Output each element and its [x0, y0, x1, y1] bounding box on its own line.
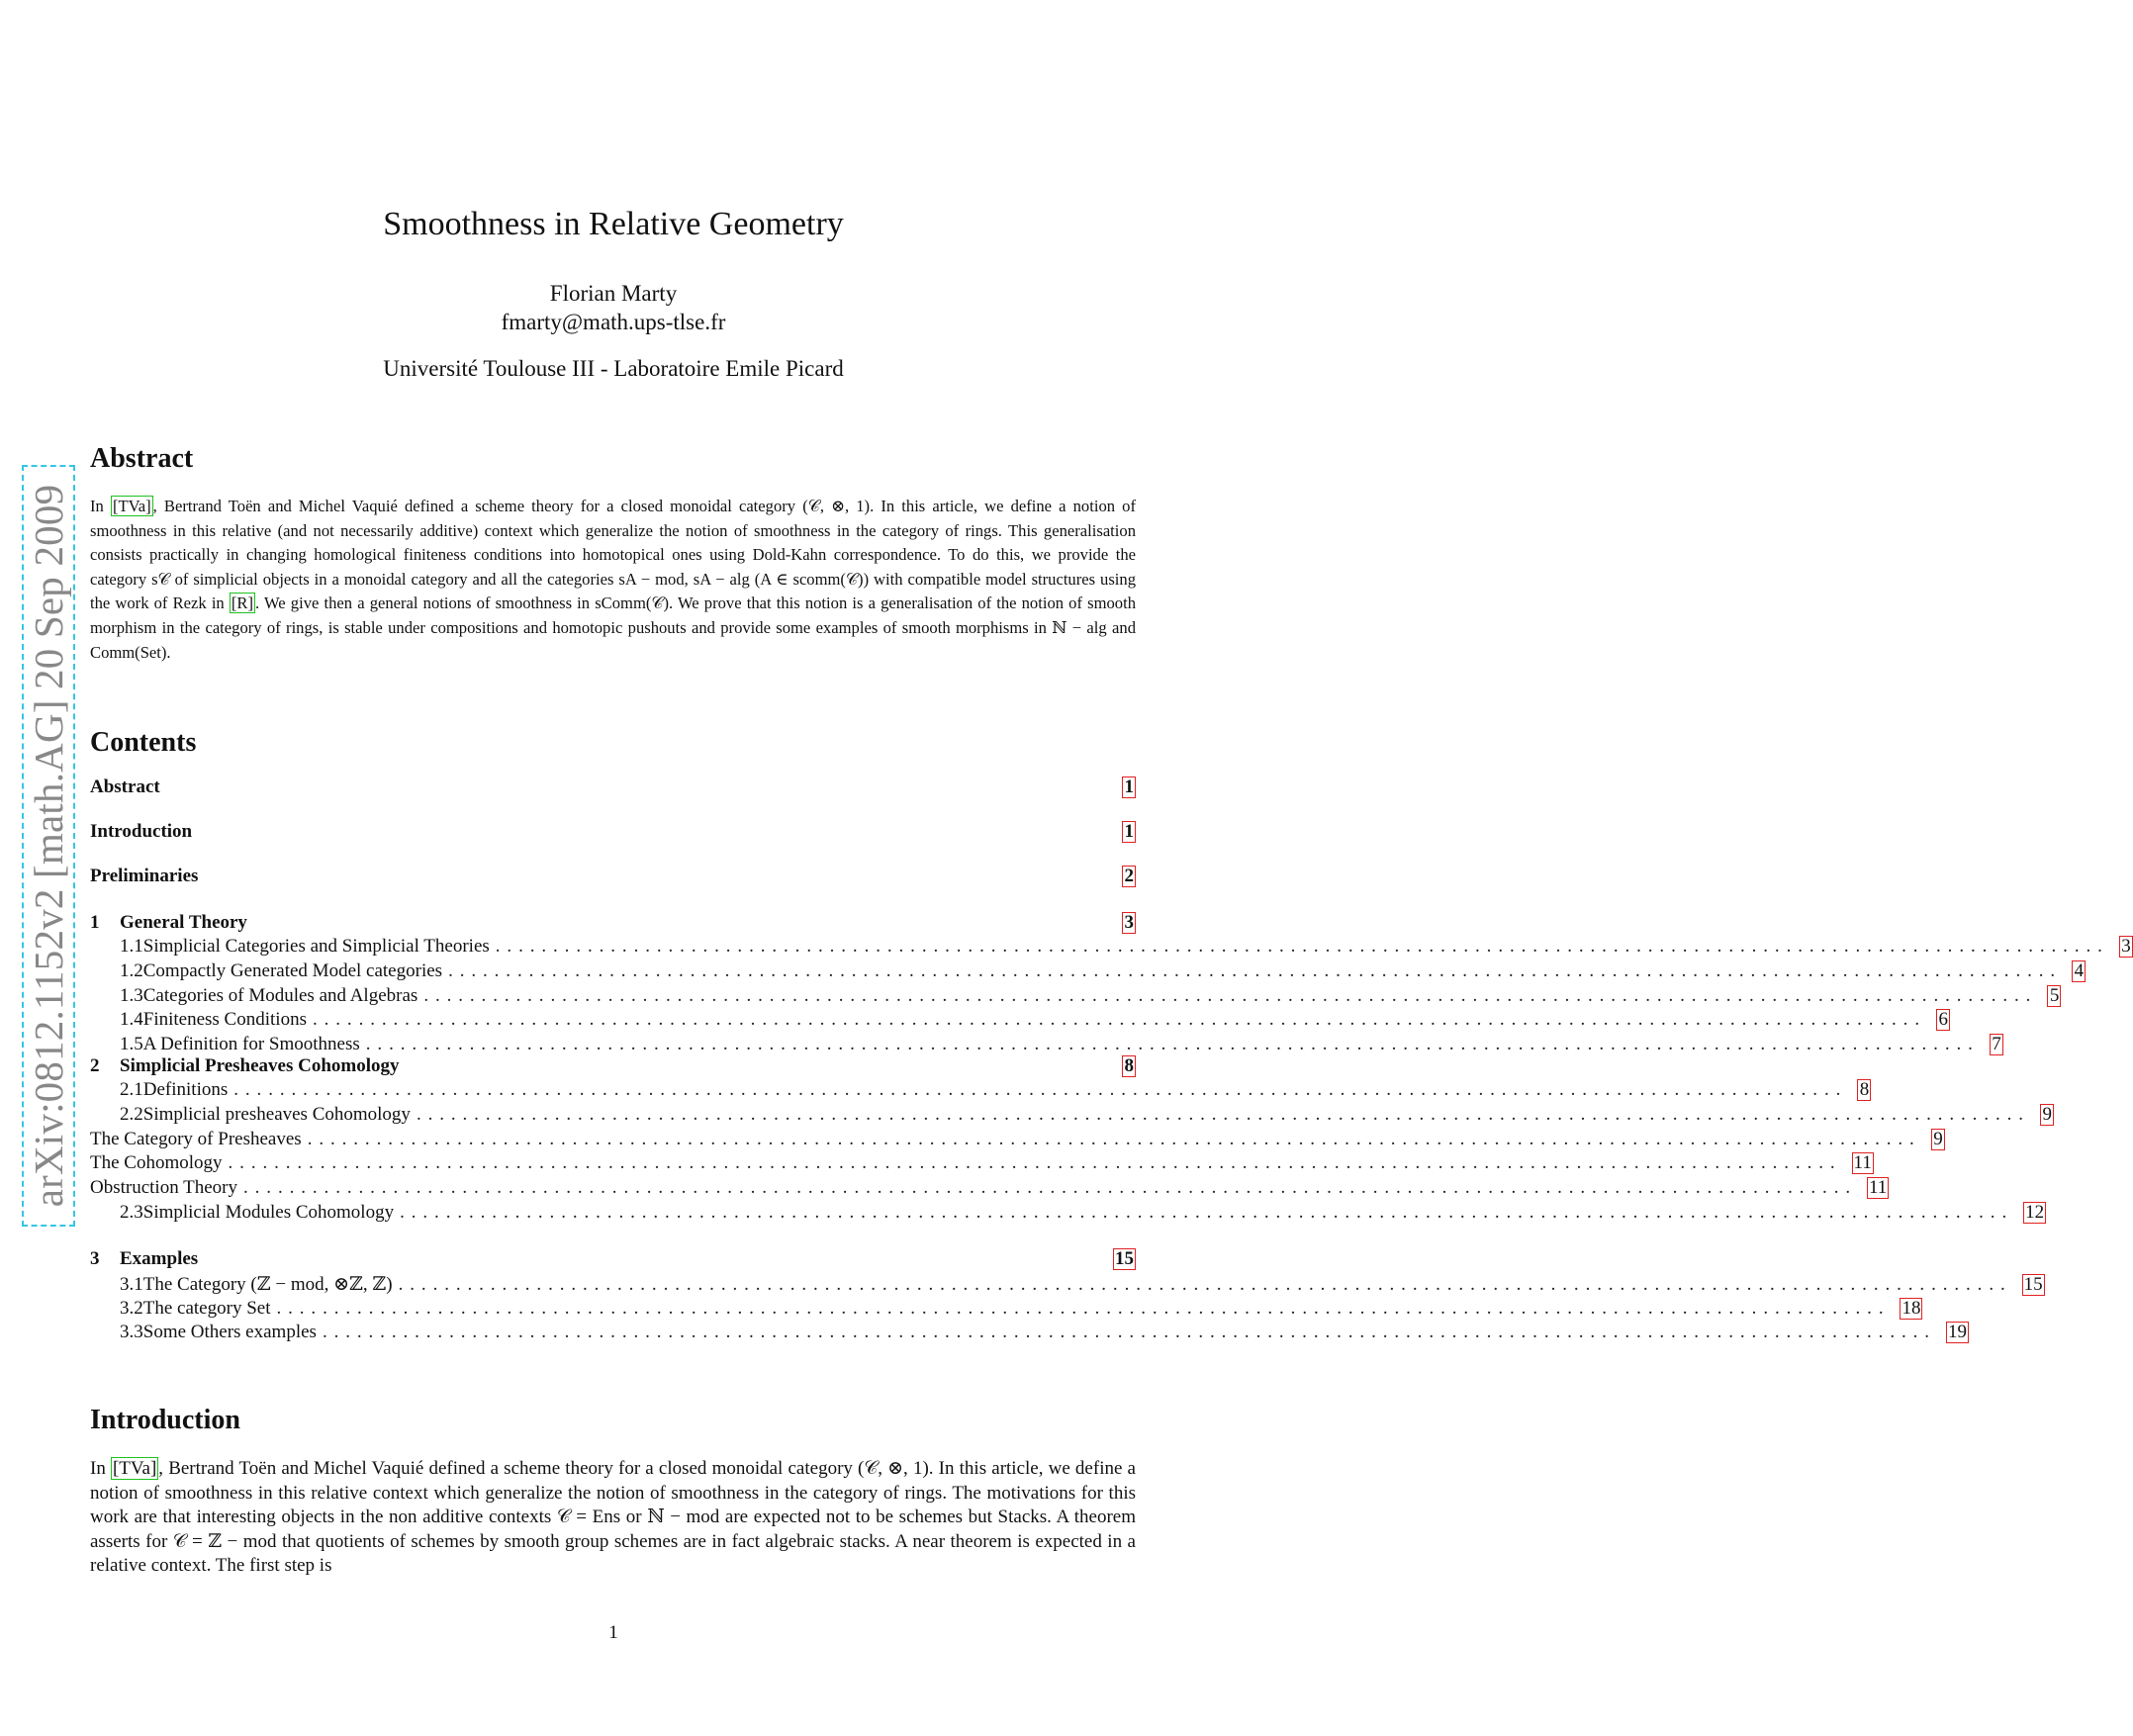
toc-page-link[interactable]: 4 [2072, 960, 2086, 982]
toc-leader-dots: ............................................................................................................................................ [276, 1298, 1891, 1319]
toc-entry-number: 3.3 [120, 1322, 143, 1342]
intro-body-text: , Bertrand Toën and Michel Vaquié defined a scheme theory for a closed monoidal category (𝒞, ⊗, 1). In this article, we define a notion of smoothness in this relative context which generalize the notion of smoothness in the category of rings. The motivations for this work are that interesting objects in the non additive contexts 𝒞 = Ens or ℕ − mod are expected not to be schemes but Stacks. A theorem asserts for 𝒞 = ℤ − mod that quotients of schemes by smooth group schemes are in fact algebraic stacks. A near theorem is expected in a relative context. The first step is [90, 1458, 1136, 1577]
toc-leader-dots: ............................................................................................................................................ [307, 1129, 1921, 1149]
toc-page-link[interactable]: 19 [1947, 1322, 1967, 1342]
toc-entry[interactable] [90, 960, 2085, 984]
toc-entry-number: 1.2 [120, 960, 143, 981]
toc-page-link[interactable]: 11 [1853, 1152, 1872, 1173]
toc-entry-title: Examples [120, 1248, 199, 1269]
arxiv-stamp[interactable]: arXiv:0812.1152v2 [math.AG] 20 Sep 2009 [26, 484, 71, 1208]
toc-leader-dots: ............................................................................................................................................ [416, 1104, 2030, 1125]
toc-entry[interactable] [90, 1248, 1136, 1272]
toc-leader-dots: ............................................................................................................................................ [448, 960, 2063, 981]
toc-entry[interactable] [90, 777, 1136, 800]
toc-entry-number: 3.1 [120, 1274, 143, 1295]
toc-page-link[interactable]: 3 [2119, 936, 2133, 958]
toc-entry-title: The Cohomology [90, 1152, 223, 1173]
toc-leader-dots: ............................................................................................................................................ [398, 1274, 2012, 1295]
toc-entry[interactable] [90, 936, 2131, 959]
toc-entry-title: Finiteness Conditions [142, 1009, 307, 1030]
toc-entry-title: Abstract [90, 777, 160, 797]
toc-entry-number: 3.2 [120, 1298, 143, 1319]
paper-title: Smoothness in Relative Geometry [383, 206, 844, 242]
toc-entry-title: Preliminaries [90, 866, 199, 886]
toc-leader-dots: ............................................................................................................................................ [423, 985, 2038, 1006]
toc-entry-title: The Category of Presheaves [90, 1129, 302, 1149]
intro-lead: In [90, 1458, 111, 1479]
toc-page-link[interactable]: 9 [2040, 1104, 2054, 1126]
introduction-text [90, 1457, 1136, 1579]
toc-entry[interactable] [90, 1055, 1136, 1079]
toc-page-link[interactable]: 6 [1936, 1009, 1950, 1031]
abstract-part2: . We give then a general notions of smoothness in sComm(𝒞). We prove that this notion is a generalisation of the notion of smooth morphism in the category of rings, is stable under compositions and homotopic pushouts and provide some examples of smooth morphisms in ℕ − alg and Comm(Set). [90, 594, 1136, 662]
toc-entry-number: 2.3 [120, 1202, 143, 1223]
toc-entry-number: 1.5 [120, 1034, 143, 1054]
toc-leader-dots: ............................................................................................................................................ [243, 1177, 1857, 1198]
toc-leader-dots: ............................................................................................................................................ [228, 1152, 1842, 1173]
toc-entry[interactable] [90, 821, 1136, 845]
toc-entry[interactable] [90, 1298, 1921, 1322]
toc-page-link[interactable]: 8 [1857, 1079, 1871, 1101]
toc-entry-title: General Theory [120, 912, 247, 933]
toc-entry[interactable] [90, 1322, 1967, 1345]
toc-entry[interactable] [90, 1177, 1888, 1201]
page-number: 1 [608, 1622, 618, 1643]
toc-leader-dots: ............................................................................................................................................ [312, 1009, 1926, 1030]
toc-page-link[interactable]: 7 [1990, 1034, 2003, 1055]
toc-entry-title: The Category (ℤ − mod, ⊗ℤ, ℤ) [142, 1274, 393, 1295]
toc-page-link[interactable]: 3 [1122, 912, 1136, 934]
toc-leader-dots: ............................................................................................................................................ [365, 1034, 1980, 1054]
toc-entry-title: Simplicial Modules Cohomology [142, 1202, 395, 1223]
toc-entry[interactable] [90, 1202, 2045, 1226]
toc-page-link[interactable]: 1 [1122, 777, 1136, 798]
toc-entry-title: Introduction [90, 821, 193, 842]
toc-entry[interactable] [90, 1079, 1870, 1103]
toc-entry-title: Obstruction Theory [90, 1177, 237, 1198]
toc-entry-number: 2.2 [120, 1104, 143, 1125]
abstract-part1: , Bertrand Toën and Michel Vaquié defined a scheme theory for a closed monoidal category (𝒞, ⊗, 1). In this article, we define a notion of smoothness in this relative (and not necessarily additive) context which generalize the notion of smoothness in the category of rings. This generalisation consists practically in changing homological finiteness conditions into homotopical ones using Dold-Kahn correspondence. To do this, we provide the category s𝒞 of simplicial objects in a monoidal category and all the categories sA − mod, sA − alg (A ∈ scomm(𝒞)) with compatible model structures using the work of Rezk in [90, 497, 1136, 613]
toc-page-link[interactable]: 8 [1122, 1055, 1136, 1077]
toc-entry-number: 2 [90, 1055, 100, 1076]
ref-r-link[interactable]: [R] [231, 594, 253, 613]
toc-page-link[interactable]: 11 [1869, 1177, 1888, 1198]
toc-entry-title: Categories of Modules and Algebras [142, 985, 418, 1006]
toc-page-link[interactable]: 18 [1901, 1298, 1921, 1319]
intro-ref-tva-link[interactable]: [TVa] [112, 1458, 157, 1479]
toc-entry-title: Simplicial Presheaves Cohomology [120, 1055, 400, 1076]
toc-leader-dots: ............................................................................................................................................ [495, 936, 2109, 957]
toc-entry[interactable] [90, 1104, 2052, 1128]
abstract-text [90, 495, 1136, 665]
toc-entry[interactable] [90, 1129, 1943, 1152]
toc-page-link[interactable]: 9 [1931, 1129, 1945, 1150]
toc-entry-title: A Definition for Smoothness [142, 1034, 360, 1054]
ref-tva-link[interactable]: [TVa] [112, 497, 151, 515]
toc-entry-title: Simplicial Categories and Simplicial Theories [142, 936, 490, 957]
toc-entry[interactable] [90, 866, 1136, 889]
contents-heading: Contents [90, 727, 197, 758]
author-name: Florian Marty [549, 281, 678, 306]
author-affiliation: Université Toulouse III - Laboratoire Emile Picard [383, 356, 844, 381]
toc-entry-number: 1.3 [120, 985, 143, 1006]
toc-entry-number: 2.1 [120, 1079, 143, 1100]
toc-entry-title: Some Others examples [142, 1322, 317, 1342]
toc-page-link[interactable]: 15 [2023, 1274, 2043, 1295]
toc-page-link[interactable]: 12 [2025, 1202, 2045, 1223]
toc-entry-number: 3 [90, 1248, 100, 1269]
toc-entry-number: 1.1 [120, 936, 143, 957]
toc-leader-dots: ............................................................................................................................................ [322, 1322, 1936, 1342]
abstract-lead: In [90, 497, 111, 515]
author-email[interactable]: fmarty@math.ups-tlse.fr [501, 310, 726, 334]
toc-entry[interactable] [90, 1009, 1948, 1033]
toc-entry-title: The category Set [142, 1298, 271, 1319]
toc-entry[interactable] [90, 1273, 2043, 1297]
toc-page-link[interactable]: 2 [1122, 866, 1136, 887]
abstract-heading: Abstract [90, 443, 194, 474]
toc-entry[interactable] [90, 912, 1136, 936]
toc-page-link[interactable]: 5 [2047, 985, 2061, 1007]
toc-entry-title: Simplicial presheaves Cohomology [142, 1104, 411, 1125]
toc-entry-number: 1 [90, 912, 100, 933]
toc-entry[interactable] [90, 1152, 1872, 1176]
toc-page-link[interactable]: 15 [1115, 1248, 1134, 1269]
toc-entry-title: Definitions [142, 1079, 229, 1100]
toc-leader-dots: ............................................................................................................................................ [233, 1079, 1848, 1100]
toc-entry-number: 1.4 [120, 1009, 143, 1030]
introduction-heading: Introduction [90, 1405, 240, 1435]
toc-page-link[interactable]: 1 [1122, 821, 1136, 843]
toc-entry[interactable] [90, 985, 2060, 1009]
toc-entry-title: Compactly Generated Model categories [142, 960, 443, 981]
toc-entry[interactable] [90, 1034, 2001, 1057]
toc-leader-dots: ............................................................................................................................................ [400, 1202, 2014, 1223]
